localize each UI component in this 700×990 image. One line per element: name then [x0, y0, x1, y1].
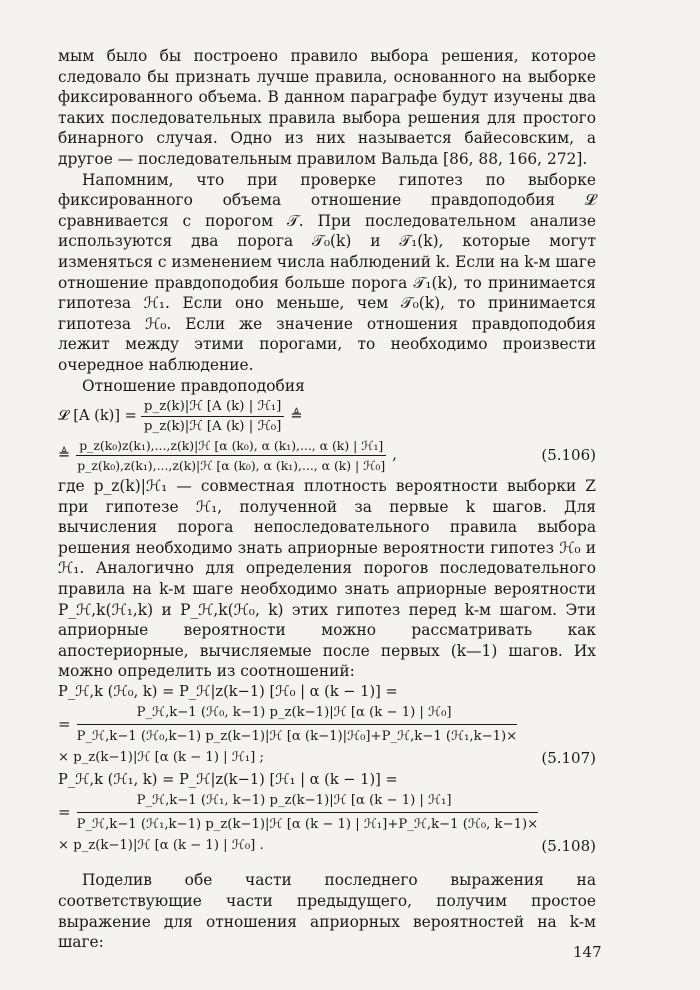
def-equal: ≜: [58, 446, 71, 464]
formula-head: P_ℋ,k (ℋ₀, k) = P_ℋ|z(k−1) [ℋ₀ | α (k − 1)] =: [58, 683, 398, 701]
paragraph: где p_z(k)|ℋ₁ — совместная плотность вероятности выборки Z при гипотезе ℋ₁, полученной за первые k шагов. Для вычисления порога непоследовательного правила выбора решения необходимо знать априорные вероятности гипотез ℋ₀ и ℋ₁. Аналогично для определения порогов последовательного правила на k-м шаге необходимо знать априорные вероятности P_ℋ,k(ℋ₁,k) и P_ℋ,k(ℋ₀, k) этих гипотез перед k-м шагом. Эти априорные вероятности можно рассматривать как апостериорные, вычисляемые после первых (k—1) шагов. Их можно определить из соотношений:: [58, 477, 596, 681]
paragraph: мым было бы построено правило выбора решения, которое следовало бы признать лучше правила, основанного на выборке фиксированного объема. В данном параграфе будут изучены два таких последовательных правила выбора решения для простого бинарного случая. Одно из них называется байесовским, а другое — последовательным правилом Вальда [86, 88, 166, 272].: [58, 47, 596, 168]
formula-5-106-line1: [58, 398, 596, 435]
formula-continuation-row: [58, 748, 596, 769]
continuation: × p_z(k−1)|ℋ [α (k − 1) | ℋ₀] .: [58, 837, 264, 853]
page-body: [58, 46, 596, 953]
equal-sign: =: [58, 714, 71, 733]
def-equal: ≜: [290, 407, 303, 425]
paragraph: Отношение правдоподобия: [82, 376, 305, 395]
equation-number: (5.106): [541, 446, 596, 465]
formula-fraction-row: [58, 703, 596, 746]
paragraph: Напомним, что при проверке гипотез по выборке фиксированного объема отношение правдоподобия 𝓛 сравнивается с порогом 𝒯. При последовательном анализе используются два порога 𝒯₀(k) и 𝒯₁(k), которые могут изменяться с изменением числа наблюдений k. Если на k-м шаге отношение правдоподобия больше порога 𝒯₁(k), то принимается гипотеза ℋ₁. Если оно меньше, чем 𝒯₀(k), то принимается гипотеза ℋ₀. Если же значение отношения правдоподобия лежит между этими порогами, то необходимо произвести очередное наблюдение.: [58, 170, 596, 374]
denominator: p_z(k₀),z(k₁),...,z(k)|ℋ [α (k₀), α (k₁),..., α (k) | ℋ₀]: [77, 458, 386, 474]
formula-lhs: 𝓛 [A (k)] =: [58, 407, 137, 425]
denominator: P_ℋ,k−1 (ℋ₀,k−1) p_z(k−1)|ℋ [α (k−1)|ℋ₀]+P_ℋ,k−1 (ℋ₁,k−1)×: [76, 728, 518, 744]
numerator: p_z(k)|ℋ [A (k) | ℋ₁]: [141, 398, 284, 417]
fraction: [74, 437, 388, 474]
numerator: P_ℋ,k−1 (ℋ₀, k−1) p_z(k−1)|ℋ [α (k − 1) | ℋ₀]: [77, 703, 518, 725]
equation-number: (5.108): [541, 836, 596, 855]
formula-5-106-line2: [58, 437, 596, 474]
denominator: P_ℋ,k−1 (ℋ₁,k−1) p_z(k−1)|ℋ [α (k − 1) | ℋ₁]+P_ℋ,k−1 (ℋ₀, k−1)×: [76, 816, 539, 832]
formula-5-107: [58, 682, 596, 768]
equation-number: (5.107): [541, 748, 596, 767]
comma: ,: [392, 446, 397, 464]
long-fraction: [77, 791, 539, 834]
formula-fraction-row: [58, 791, 596, 834]
long-fraction: [77, 703, 518, 746]
equal-sign: =: [58, 803, 71, 822]
numerator: P_ℋ,k−1 (ℋ₁, k−1) p_z(k−1)|ℋ [α (k − 1) | ℋ₁]: [77, 791, 539, 813]
formula-head: P_ℋ,k (ℋ₁, k) = P_ℋ|z(k−1) [ℋ₁ | α (k − 1)] =: [58, 771, 398, 789]
denominator: p_z(k)|ℋ [A (k) | ℋ₀]: [143, 419, 282, 435]
paragraph: Поделив обе части последнего выражения на соответствующие части предыдущего, получим простое выражение для отношения априорных вероятностей на k-м шаге:: [58, 871, 596, 952]
numerator: p_z(k₀)z(k₁),...,z(k)|ℋ [α (k₀), α (k₁),..., α (k) | ℋ₁]: [76, 437, 386, 456]
formula-continuation-row: [58, 836, 596, 857]
continuation: × p_z(k−1)|ℋ [α (k − 1) | ℋ₁] ;: [58, 749, 264, 765]
page-number: 147: [573, 943, 602, 961]
fraction: [141, 398, 284, 435]
formula-5-108: [58, 770, 596, 856]
